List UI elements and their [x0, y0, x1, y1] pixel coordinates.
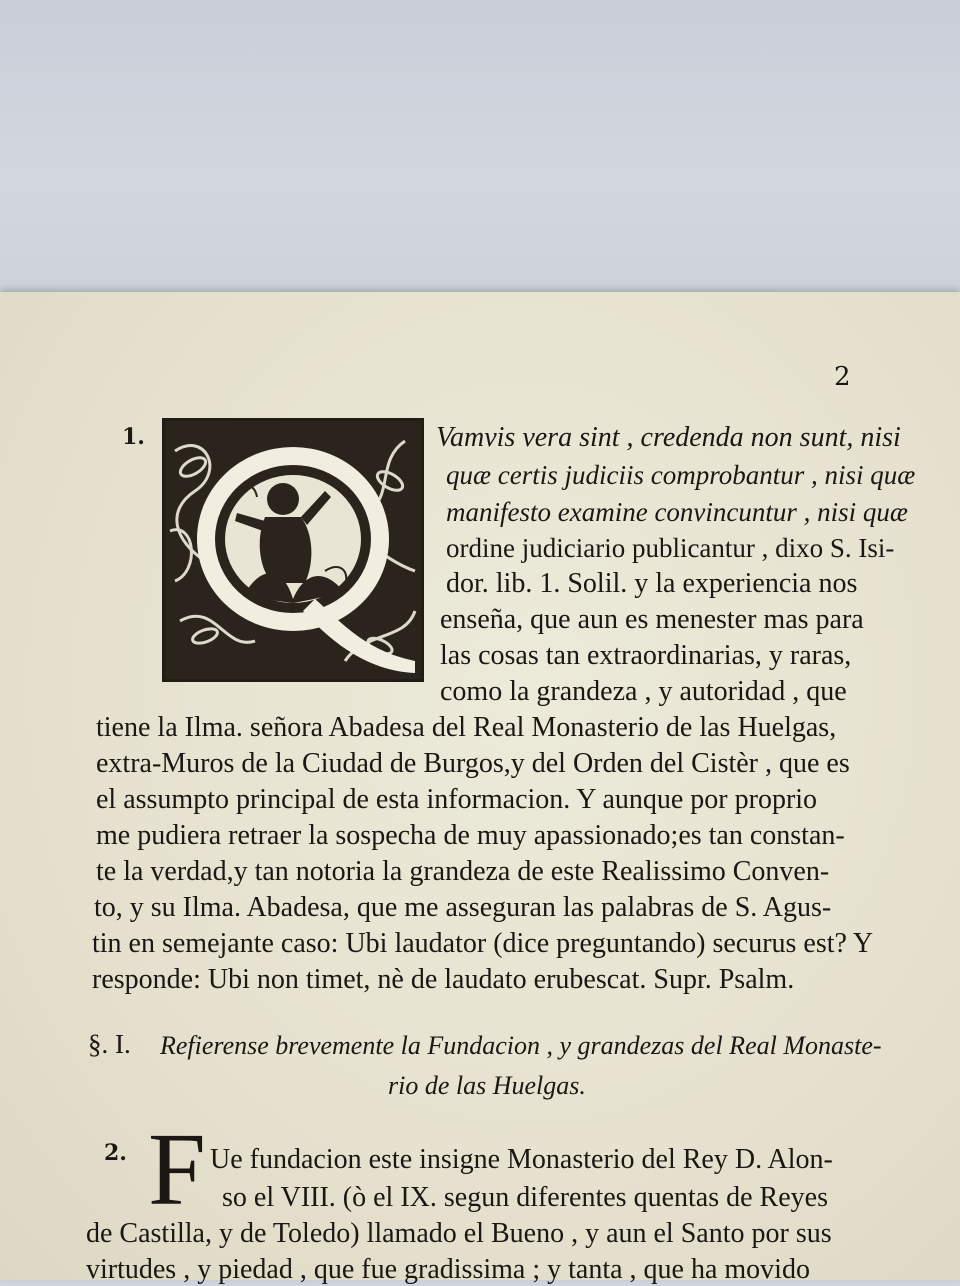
text-line: dor. lib. 1. Solil. y la experiencia nos	[446, 568, 858, 599]
text-line: Vamvis vera sint , credenda non sunt, nisi	[436, 422, 901, 453]
ornamental-initial-q	[162, 418, 424, 682]
text-line: tiene la Ilma. señora Abadesa del Real Monasterio de las Huelgas,	[96, 712, 837, 743]
text-line: las cosas tan extraordinarias, y raras,	[440, 640, 852, 671]
text-line: como la grandeza , y autoridad , que	[440, 676, 847, 707]
background-surface	[0, 0, 960, 300]
text-line: de Castilla, y de Toledo) llamado el Bueno , y aun el Santo por sus	[86, 1218, 832, 1249]
text-line: ordine judiciario publicantur , dixo S. Isi-	[446, 533, 895, 563]
text-line: te la verdad,y tan notoria la grandeza de este Realissimo Conven-	[96, 856, 830, 887]
dropcap-letter-f: F	[148, 1112, 206, 1227]
text-line: virtudes , y piedad , que fue gradissima ; y tanta , que ha movido	[86, 1254, 810, 1285]
text-line: extra-Muros de la Ciudad de Burgos,y del Orden del Cistèr , que es	[96, 748, 850, 779]
text-line: Ue fundacion este insigne Monasterio del Rey D. Alon-	[210, 1144, 833, 1175]
section-heading-line: rio de las Huelgas.	[388, 1071, 586, 1100]
text-line: so el VIII. (ò el IX. segun diferentes quentas de Reyes	[222, 1182, 828, 1213]
text-line: enseña, que aun es menester mas para	[440, 604, 864, 635]
text-line: responde: Ubi non timet, nè de laudato erubescat. Supr. Psalm.	[92, 964, 795, 995]
section-mark: §. I.	[88, 1029, 131, 1059]
text-line: el assumpto principal de esta informacion. Y aunque por proprio	[96, 784, 818, 815]
paragraph-number: 1.	[122, 424, 145, 450]
text-line: me pudiera retraer la sospecha de muy apassionado;es tan constan-	[96, 820, 845, 851]
text-line: to, y su Ilma. Abadesa, que me asseguran las palabras de S. Agus-	[94, 892, 832, 923]
section-heading-line: Refierense brevemente la Fundacion , y grandezas del Real Monaste-	[160, 1031, 882, 1060]
text-line: quæ certis judiciis comprobantur , nisi quæ	[446, 460, 916, 490]
page-number: 2	[834, 362, 851, 392]
text-line: manifesto examine convincuntur , nisi quæ	[446, 497, 908, 527]
paragraph-number: 2.	[104, 1140, 127, 1166]
text-line: tin en semejante caso: Ubi laudator (dice preguntando) securus est? Y	[92, 928, 874, 959]
